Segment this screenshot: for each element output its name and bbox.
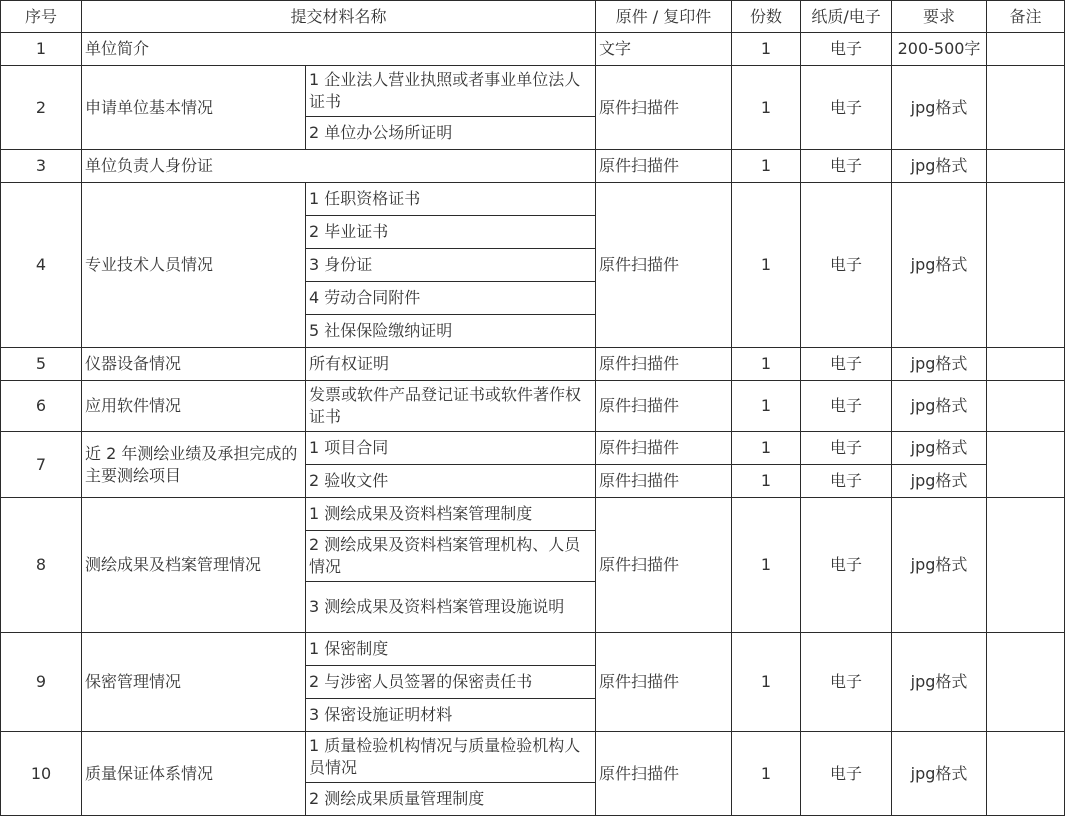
row-count: 1 xyxy=(732,465,801,498)
row-count: 1 xyxy=(732,432,801,465)
row-item: 1 保密制度 xyxy=(306,633,596,666)
row-item: 3 身份证 xyxy=(306,249,596,282)
row-medium: 电子 xyxy=(801,633,892,732)
row-count: 1 xyxy=(732,498,801,633)
row-req: jpg格式 xyxy=(892,498,987,633)
row-kind: 原件扫描件 xyxy=(596,348,732,381)
row-note xyxy=(987,381,1065,432)
row-item: 2 测绘成果质量管理制度 xyxy=(306,783,596,816)
row-count: 1 xyxy=(732,66,801,150)
row-medium: 电子 xyxy=(801,150,892,183)
row-name: 仪器设备情况 xyxy=(82,348,306,381)
row-req: jpg格式 xyxy=(892,633,987,732)
row-item: 2 测绘成果及资料档案管理机构、人员情况 xyxy=(306,531,596,582)
row-kind: 原件扫描件 xyxy=(596,498,732,633)
row-count: 1 xyxy=(732,150,801,183)
row-req: jpg格式 xyxy=(892,381,987,432)
row-medium: 电子 xyxy=(801,432,892,465)
row-name: 应用软件情况 xyxy=(82,381,306,432)
table-row xyxy=(1,432,1065,465)
row-seq: 1 xyxy=(1,33,82,66)
table-row xyxy=(1,33,1065,66)
row-seq: 9 xyxy=(1,633,82,732)
table-row xyxy=(1,150,1065,183)
header-row xyxy=(1,1,1065,33)
row-name: 测绘成果及档案管理情况 xyxy=(82,498,306,633)
row-name: 单位简介 xyxy=(82,33,596,66)
row-medium: 电子 xyxy=(801,183,892,348)
row-req: jpg格式 xyxy=(892,183,987,348)
table-row xyxy=(1,633,1065,666)
header-kind: 原件 / 复印件 xyxy=(596,1,732,33)
row-kind: 原件扫描件 xyxy=(596,66,732,150)
row-name: 申请单位基本情况 xyxy=(82,66,306,150)
row-count: 1 xyxy=(732,732,801,816)
row-count: 1 xyxy=(732,633,801,732)
row-seq: 2 xyxy=(1,66,82,150)
row-name: 单位负责人身份证 xyxy=(82,150,596,183)
table-row xyxy=(1,381,1065,432)
row-kind: 原件扫描件 xyxy=(596,381,732,432)
row-item: 所有权证明 xyxy=(306,348,596,381)
row-name: 专业技术人员情况 xyxy=(82,183,306,348)
row-item: 1 企业法人营业执照或者事业单位法人证书 xyxy=(306,66,596,117)
header-req: 要求 xyxy=(892,1,987,33)
row-kind: 文字 xyxy=(596,33,732,66)
row-name: 近 2 年测绘业绩及承担完成的主要测绘项目 xyxy=(82,432,306,498)
row-medium: 电子 xyxy=(801,498,892,633)
row-medium: 电子 xyxy=(801,465,892,498)
row-seq: 5 xyxy=(1,348,82,381)
header-seq: 序号 xyxy=(1,1,82,33)
header-note: 备注 xyxy=(987,1,1065,33)
row-item: 1 项目合同 xyxy=(306,432,596,465)
table-row xyxy=(1,498,1065,531)
row-item: 发票或软件产品登记证书或软件著作权证书 xyxy=(306,381,596,432)
row-item: 1 任职资格证书 xyxy=(306,183,596,216)
row-item: 3 保密设施证明材料 xyxy=(306,699,596,732)
row-note xyxy=(987,66,1065,150)
row-kind: 原件扫描件 xyxy=(596,732,732,816)
row-count: 1 xyxy=(732,348,801,381)
row-note xyxy=(987,432,1065,498)
row-count: 1 xyxy=(732,183,801,348)
row-note xyxy=(987,633,1065,732)
row-note xyxy=(987,150,1065,183)
row-kind: 原件扫描件 xyxy=(596,633,732,732)
header-material: 提交材料名称 xyxy=(82,1,596,33)
header-count: 份数 xyxy=(732,1,801,33)
row-note xyxy=(987,498,1065,633)
row-count: 1 xyxy=(732,381,801,432)
row-seq: 3 xyxy=(1,150,82,183)
row-req: jpg格式 xyxy=(892,66,987,150)
row-item: 5 社保保险缴纳证明 xyxy=(306,315,596,348)
row-kind: 原件扫描件 xyxy=(596,432,732,465)
row-seq: 10 xyxy=(1,732,82,816)
table-row xyxy=(1,66,1065,117)
row-item: 1 测绘成果及资料档案管理制度 xyxy=(306,498,596,531)
row-item: 2 与涉密人员签署的保密责任书 xyxy=(306,666,596,699)
row-seq: 4 xyxy=(1,183,82,348)
row-medium: 电子 xyxy=(801,348,892,381)
row-seq: 6 xyxy=(1,381,82,432)
row-medium: 电子 xyxy=(801,33,892,66)
row-kind: 原件扫描件 xyxy=(596,150,732,183)
row-seq: 8 xyxy=(1,498,82,633)
row-req: jpg格式 xyxy=(892,432,987,465)
row-req: jpg格式 xyxy=(892,348,987,381)
row-name: 保密管理情况 xyxy=(82,633,306,732)
row-req: jpg格式 xyxy=(892,465,987,498)
row-name: 质量保证体系情况 xyxy=(82,732,306,816)
row-item: 3 测绘成果及资料档案管理设施说明 xyxy=(306,582,596,633)
row-note xyxy=(987,33,1065,66)
row-item: 2 毕业证书 xyxy=(306,216,596,249)
row-medium: 电子 xyxy=(801,381,892,432)
row-medium: 电子 xyxy=(801,66,892,150)
row-kind: 原件扫描件 xyxy=(596,465,732,498)
row-req: jpg格式 xyxy=(892,150,987,183)
row-kind: 原件扫描件 xyxy=(596,183,732,348)
row-note xyxy=(987,732,1065,816)
row-note xyxy=(987,348,1065,381)
row-note xyxy=(987,183,1065,348)
table-row xyxy=(1,348,1065,381)
header-medium: 纸质/电子 xyxy=(801,1,892,33)
row-item: 1 质量检验机构情况与质量检验机构人员情况 xyxy=(306,732,596,783)
table-row xyxy=(1,732,1065,783)
row-req: 200-500字 xyxy=(892,33,987,66)
row-seq: 7 xyxy=(1,432,82,498)
row-item: 2 验收文件 xyxy=(306,465,596,498)
row-req: jpg格式 xyxy=(892,732,987,816)
row-item: 2 单位办公场所证明 xyxy=(306,117,596,150)
row-item: 4 劳动合同附件 xyxy=(306,282,596,315)
row-medium: 电子 xyxy=(801,732,892,816)
table-row xyxy=(1,183,1065,216)
row-count: 1 xyxy=(732,33,801,66)
